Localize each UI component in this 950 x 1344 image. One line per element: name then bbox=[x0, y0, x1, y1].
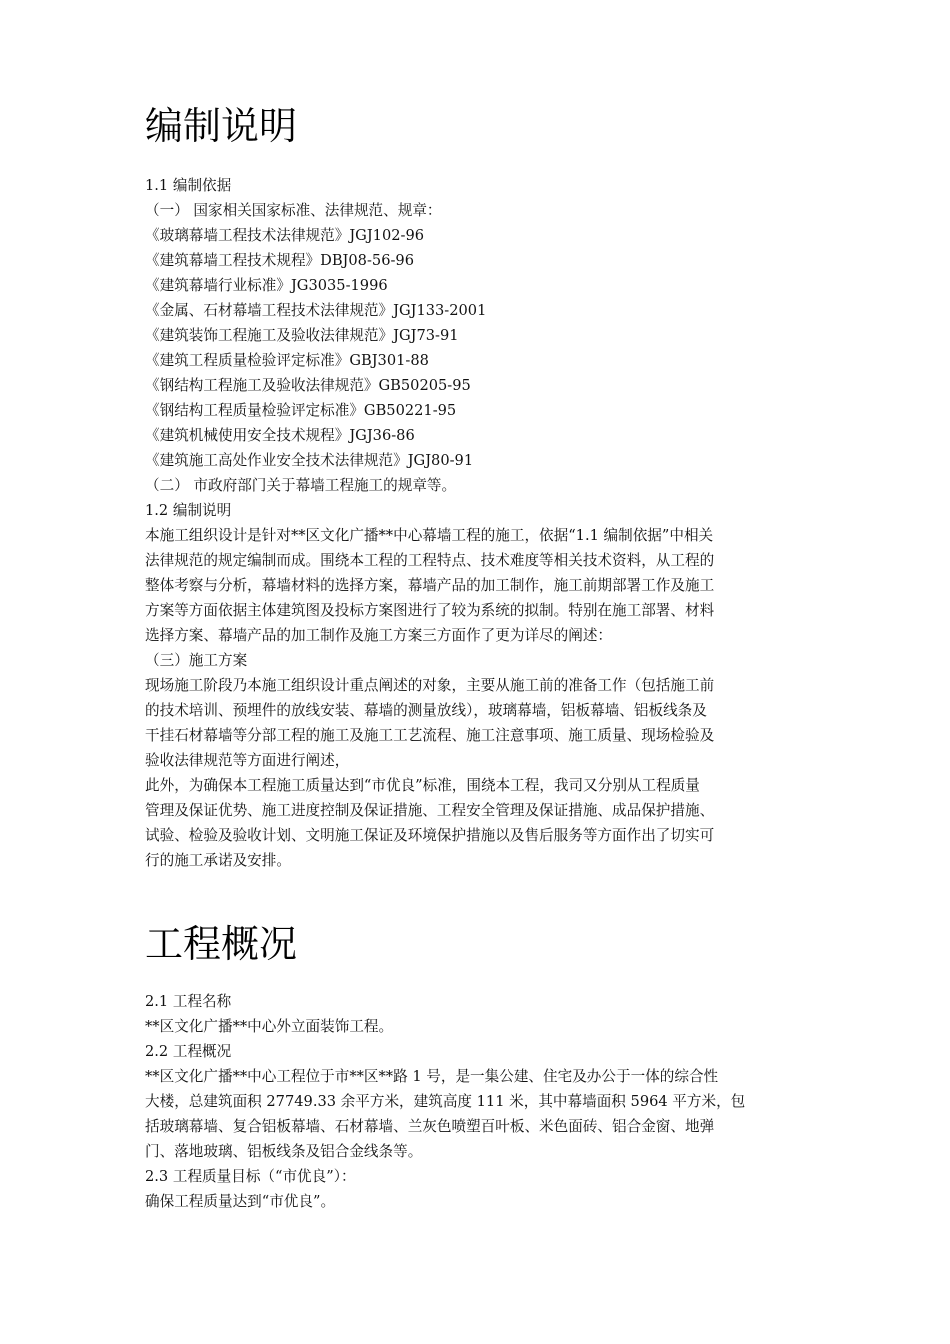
paragraph-line: 现场施工阶段乃本施工组织设计重点阐述的对象，主要从施工前的准备工作（包括施工前 bbox=[145, 677, 715, 694]
paragraph-line: 门、落地玻璃、铝板线条及铝合金线条等。 bbox=[145, 1143, 423, 1160]
standard-item: 《钢结构工程质量检验评定标准》GB50221-95 bbox=[145, 402, 457, 419]
standard-item: 《玻璃幕墙工程技术法律规范》JGJ102-96 bbox=[145, 227, 425, 244]
paragraph-line: 管理及保证优势、施工进度控制及保证措施、工程安全管理及保证措施、成品保护措施、 bbox=[145, 802, 715, 819]
project-name-text: **区文化广播**中心外立面装饰工程。 bbox=[145, 1018, 394, 1035]
paragraph-line: 选择方案、幕墙产品的加工制作及施工方案三方面作了更为详尽的阐述： bbox=[145, 627, 613, 644]
paragraph-line: 的技术培训、预埋件的放线安装、幕墙的测量放线），玻璃幕墙，铝板幕墙、铝板线条及 bbox=[145, 702, 707, 719]
quality-target-text: 确保工程质量达到“市优良”。 bbox=[145, 1193, 336, 1210]
paragraph-line: 试验、检验及验收计划、文明施工保证及环境保护措施以及售后服务等方面作出了切实可 bbox=[145, 827, 715, 844]
paragraph-line: 本施工组织设计是针对**区文化广播**中心幕墙工程的施工，依据“1.1 编制依据”中相关 bbox=[145, 527, 714, 544]
standard-item: 《建筑幕墙工程技术规程》DBJ08-56-96 bbox=[145, 252, 414, 269]
item-national-standards: （一） 国家相关国家标准、法律规范、规章： bbox=[145, 202, 442, 219]
section-body-overview bbox=[145, 989, 810, 1214]
item-construction-scheme: （三）施工方案 bbox=[145, 652, 248, 669]
standard-item: 《建筑幕墙行业标准》JG3035-1996 bbox=[145, 277, 388, 294]
paragraph-line: 法律规范的规定编制而成。围绕本工程的工程特点、技术难度等相关技术资料，从工程的 bbox=[145, 552, 715, 569]
standard-item: 《建筑工程质量检验评定标准》GBJ301-88 bbox=[145, 352, 429, 369]
section-title-compilation: 编制说明 bbox=[145, 104, 298, 148]
standard-item: 《建筑机械使用安全技术规程》JGJ36-86 bbox=[145, 427, 415, 444]
paragraph-line: 大楼，总建筑面积 27749.33 余平方米，建筑高度 111 米，其中幕墙面积 5964 平方米，包 bbox=[145, 1093, 746, 1110]
paragraph-line: 整体考察与分析，幕墙材料的选择方案，幕墙产品的加工制作，施工前期部署工作及施工 bbox=[145, 577, 715, 594]
subheading-project-name: 2.1 工程名称 bbox=[145, 993, 232, 1010]
paragraph-line: 验收法律规范等方面进行阐述， bbox=[145, 752, 350, 769]
paragraph-line: 此外，为确保本工程施工质量达到“市优良”标准，围绕本工程，我司又分别从工程质量 bbox=[145, 777, 700, 794]
subheading-project-overview: 2.2 工程概况 bbox=[145, 1043, 232, 1060]
paragraph-line: 行的施工承诺及安排。 bbox=[145, 852, 291, 869]
paragraph-line: 干挂石材幕墙等分部工程的施工及施工工艺流程、施工注意事项、施工质量、现场检验及 bbox=[145, 727, 715, 744]
standard-item: 《建筑施工高处作业安全技术法律规范》JGJ80-91 bbox=[145, 452, 474, 469]
paragraph-line: **区文化广播**中心工程位于市**区**路 1 号，是一集公建、住宅及办公于一体的综合性 bbox=[145, 1068, 719, 1085]
standard-item: 《金属、石材幕墙工程技术法律规范》JGJ133-2001 bbox=[145, 302, 487, 319]
section-body-compilation bbox=[145, 173, 810, 873]
subheading-quality-target: 2.3 工程质量目标（“市优良”）： bbox=[145, 1168, 356, 1185]
paragraph-line: 括玻璃幕墙、复合铝板幕墙、石材幕墙、兰灰色喷塑百叶板、米色面砖、铝合金窗、地弹 bbox=[145, 1118, 715, 1135]
subheading-compilation-notes: 1.2 编制说明 bbox=[145, 502, 232, 519]
item-municipal-rules: （二） 市政府部门关于幕墙工程施工的规章等。 bbox=[145, 477, 457, 494]
section-title-overview: 工程概况 bbox=[145, 922, 298, 966]
standard-item: 《钢结构工程施工及验收法律规范》GB50205-95 bbox=[145, 377, 471, 394]
subheading-basis: 1.1 编制依据 bbox=[145, 177, 232, 194]
standard-item: 《建筑装饰工程施工及验收法律规范》JGJ73-91 bbox=[145, 327, 459, 344]
paragraph-line: 方案等方面依据主体建筑图及投标方案图进行了较为系统的拟制。特别在施工部署、材料 bbox=[145, 602, 715, 619]
